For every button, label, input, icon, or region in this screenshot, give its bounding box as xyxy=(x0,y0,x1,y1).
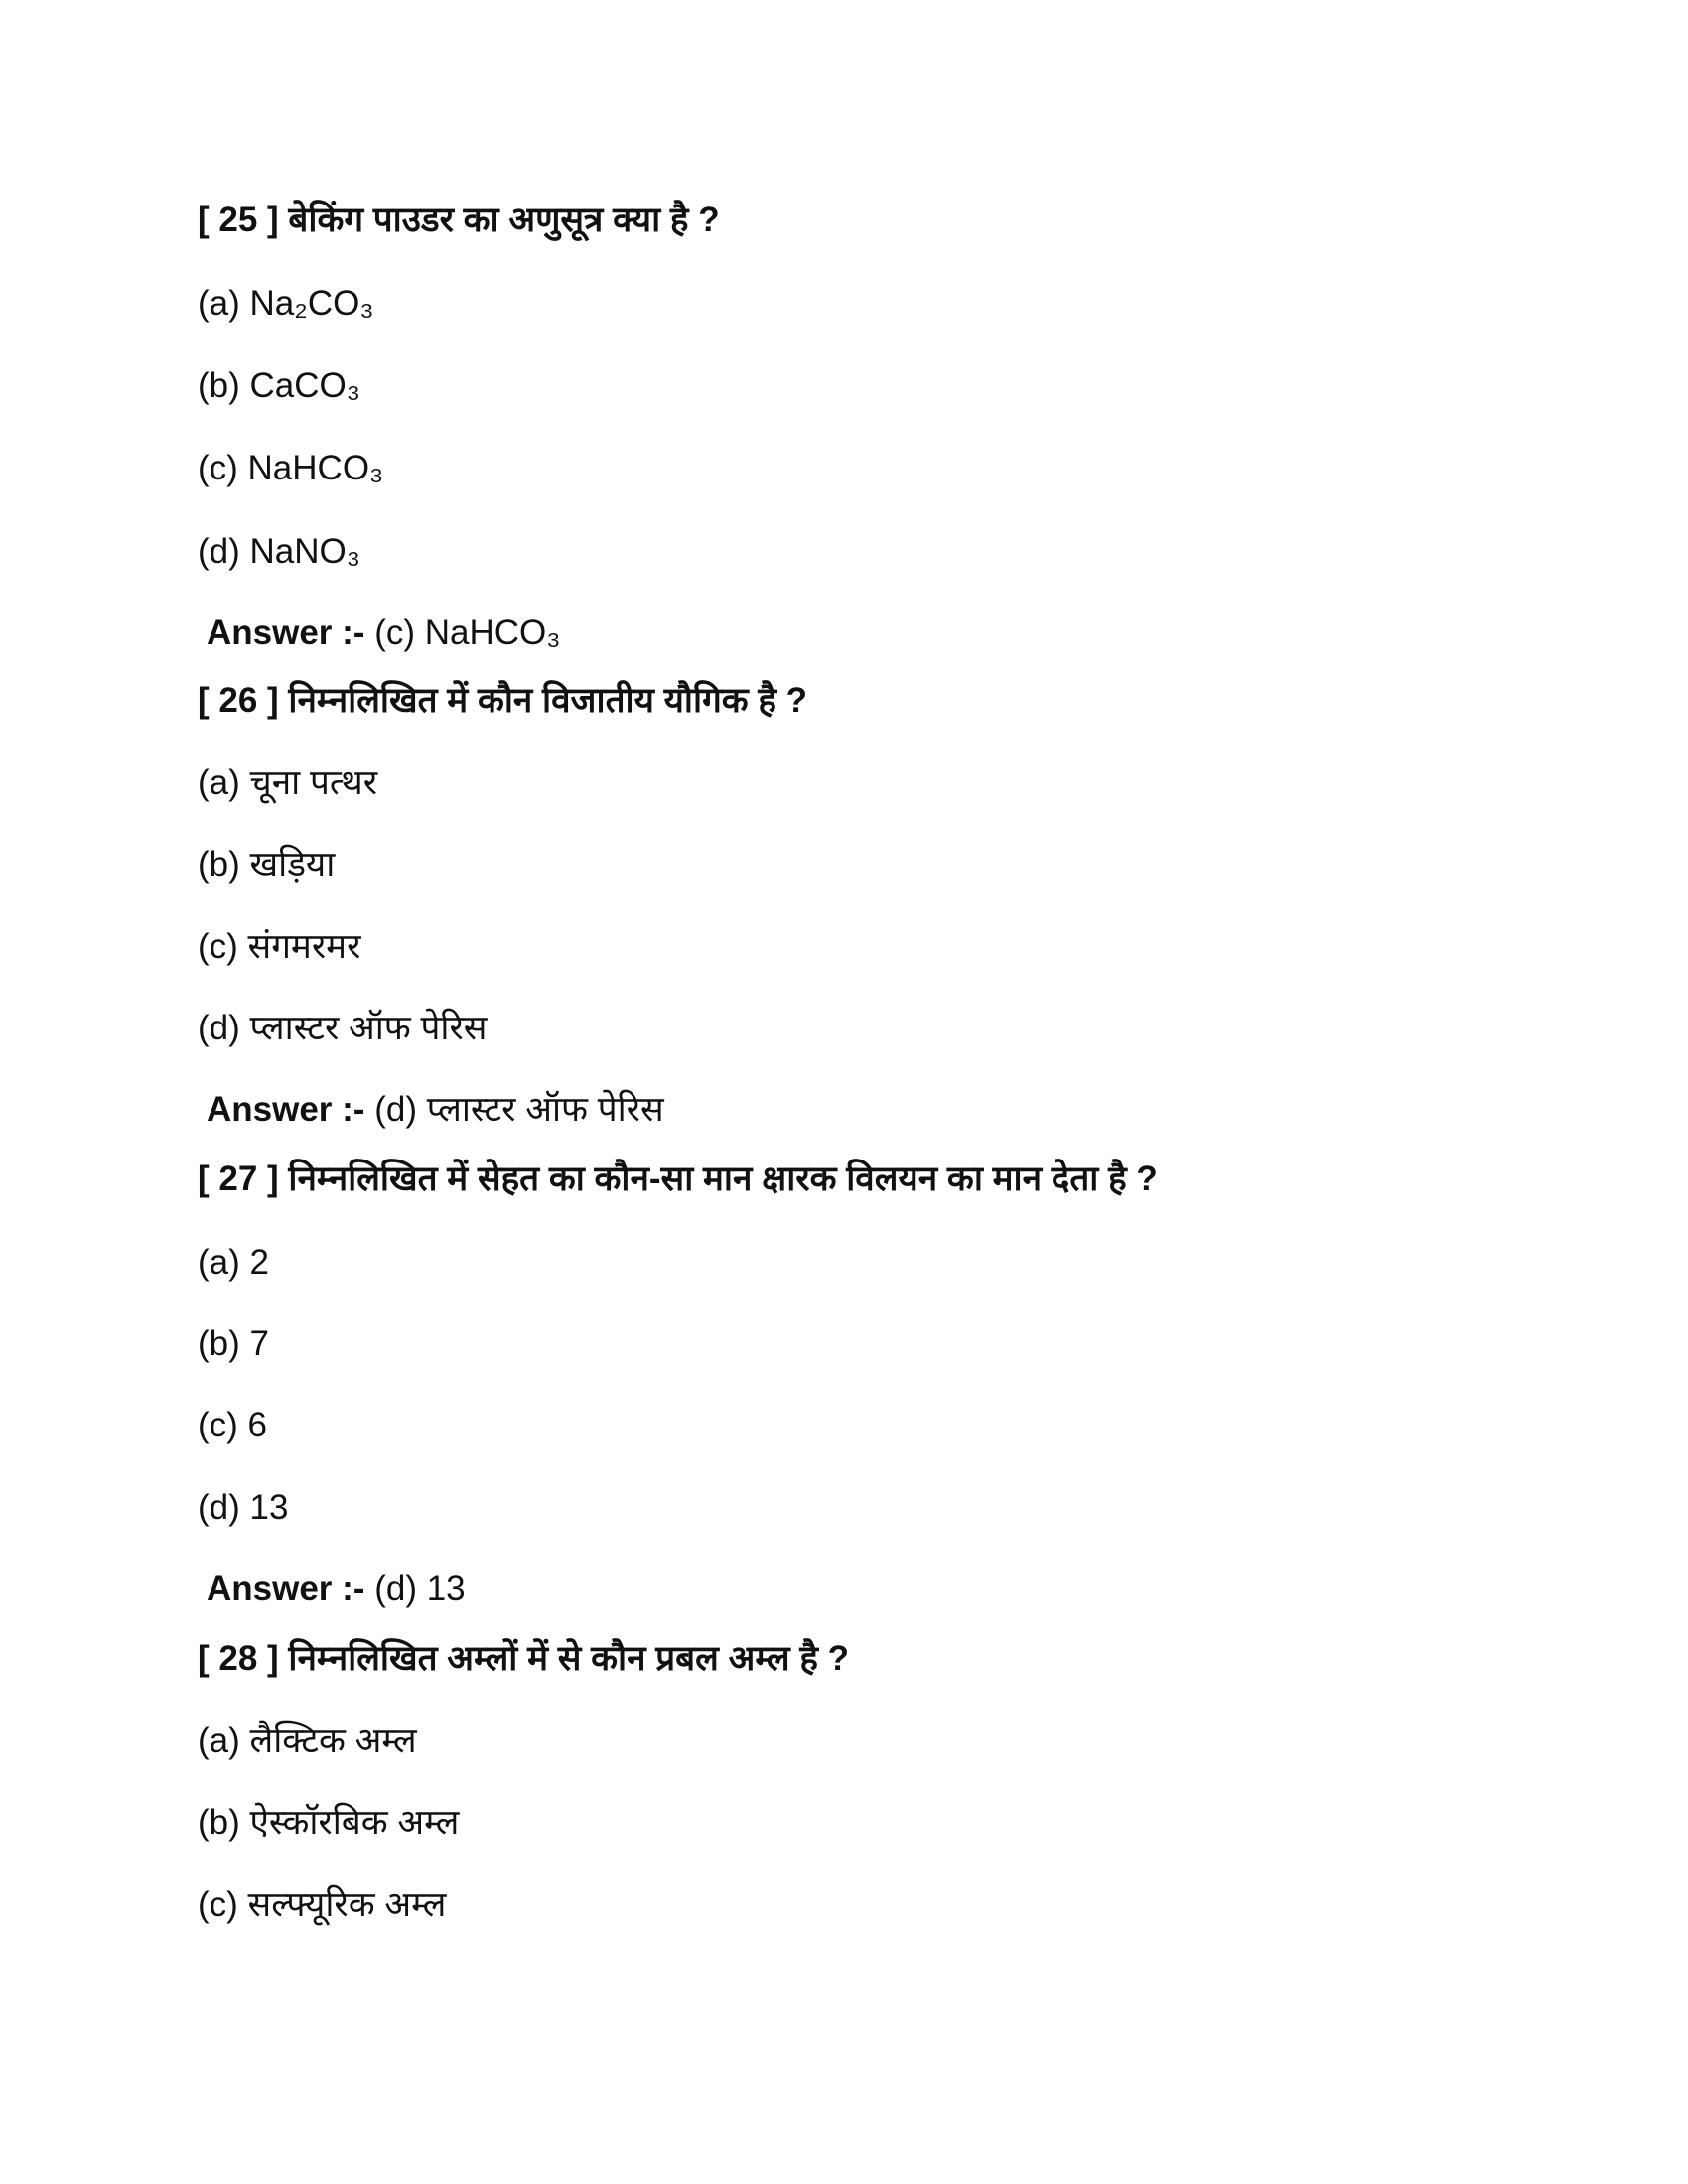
question-title: [ 28 ] निम्नलिखित अम्लों में से कौन प्रबल अम्ल है ? xyxy=(198,1639,850,1678)
question-title: [ 26 ] निम्नलिखित में कौन विजातीय यौगिक है ? xyxy=(198,681,808,720)
option-a: (a) लैक्टिक अम्ल xyxy=(198,1721,417,1760)
option-b: (b) 7 xyxy=(198,1324,269,1363)
option-c: (c) NaHCO₃ xyxy=(198,449,384,487)
answer xyxy=(207,1088,664,1132)
option-b: (b) खड़िया xyxy=(198,845,336,884)
option-d: (d) NaNO₃ xyxy=(198,532,360,571)
option-d: (d) प्लास्टर ऑफ पेरिस xyxy=(198,1009,488,1047)
option-b: (b) ऐस्कॉरबिक अम्ल xyxy=(198,1803,460,1842)
answer-label: Answer :- xyxy=(207,1090,365,1129)
option-c: (c) सल्फ्यूरिक अम्ल xyxy=(198,1885,447,1924)
answer-value: (d) प्लास्टर ऑफ पेरिस xyxy=(374,1090,664,1129)
answer xyxy=(207,1568,466,1611)
option-a: (a) चूना पत्थर xyxy=(198,763,378,802)
answer-value: (c) NaHCO₃ xyxy=(374,614,561,652)
answer-label: Answer :- xyxy=(207,1570,365,1608)
option-d: (d) 13 xyxy=(198,1488,289,1527)
option-b: (b) CaCO₃ xyxy=(198,366,360,405)
answer xyxy=(207,612,561,655)
option-a: (a) Na₂CO₃ xyxy=(198,284,374,323)
answer-value: (d) 13 xyxy=(374,1570,466,1608)
option-a: (a) 2 xyxy=(198,1243,269,1282)
option-c: (c) संगमरमर xyxy=(198,927,361,966)
question-title: [ 25 ] बेकिंग पाउडर का अणुसूत्र क्या है ? xyxy=(198,201,720,239)
answer-label: Answer :- xyxy=(207,614,365,652)
question-title: [ 27 ] निम्नलिखित में सेहत का कौन-सा मान क्षारक विलयन का मान देता है ? xyxy=(198,1160,1158,1198)
option-c: (c) 6 xyxy=(198,1406,267,1444)
